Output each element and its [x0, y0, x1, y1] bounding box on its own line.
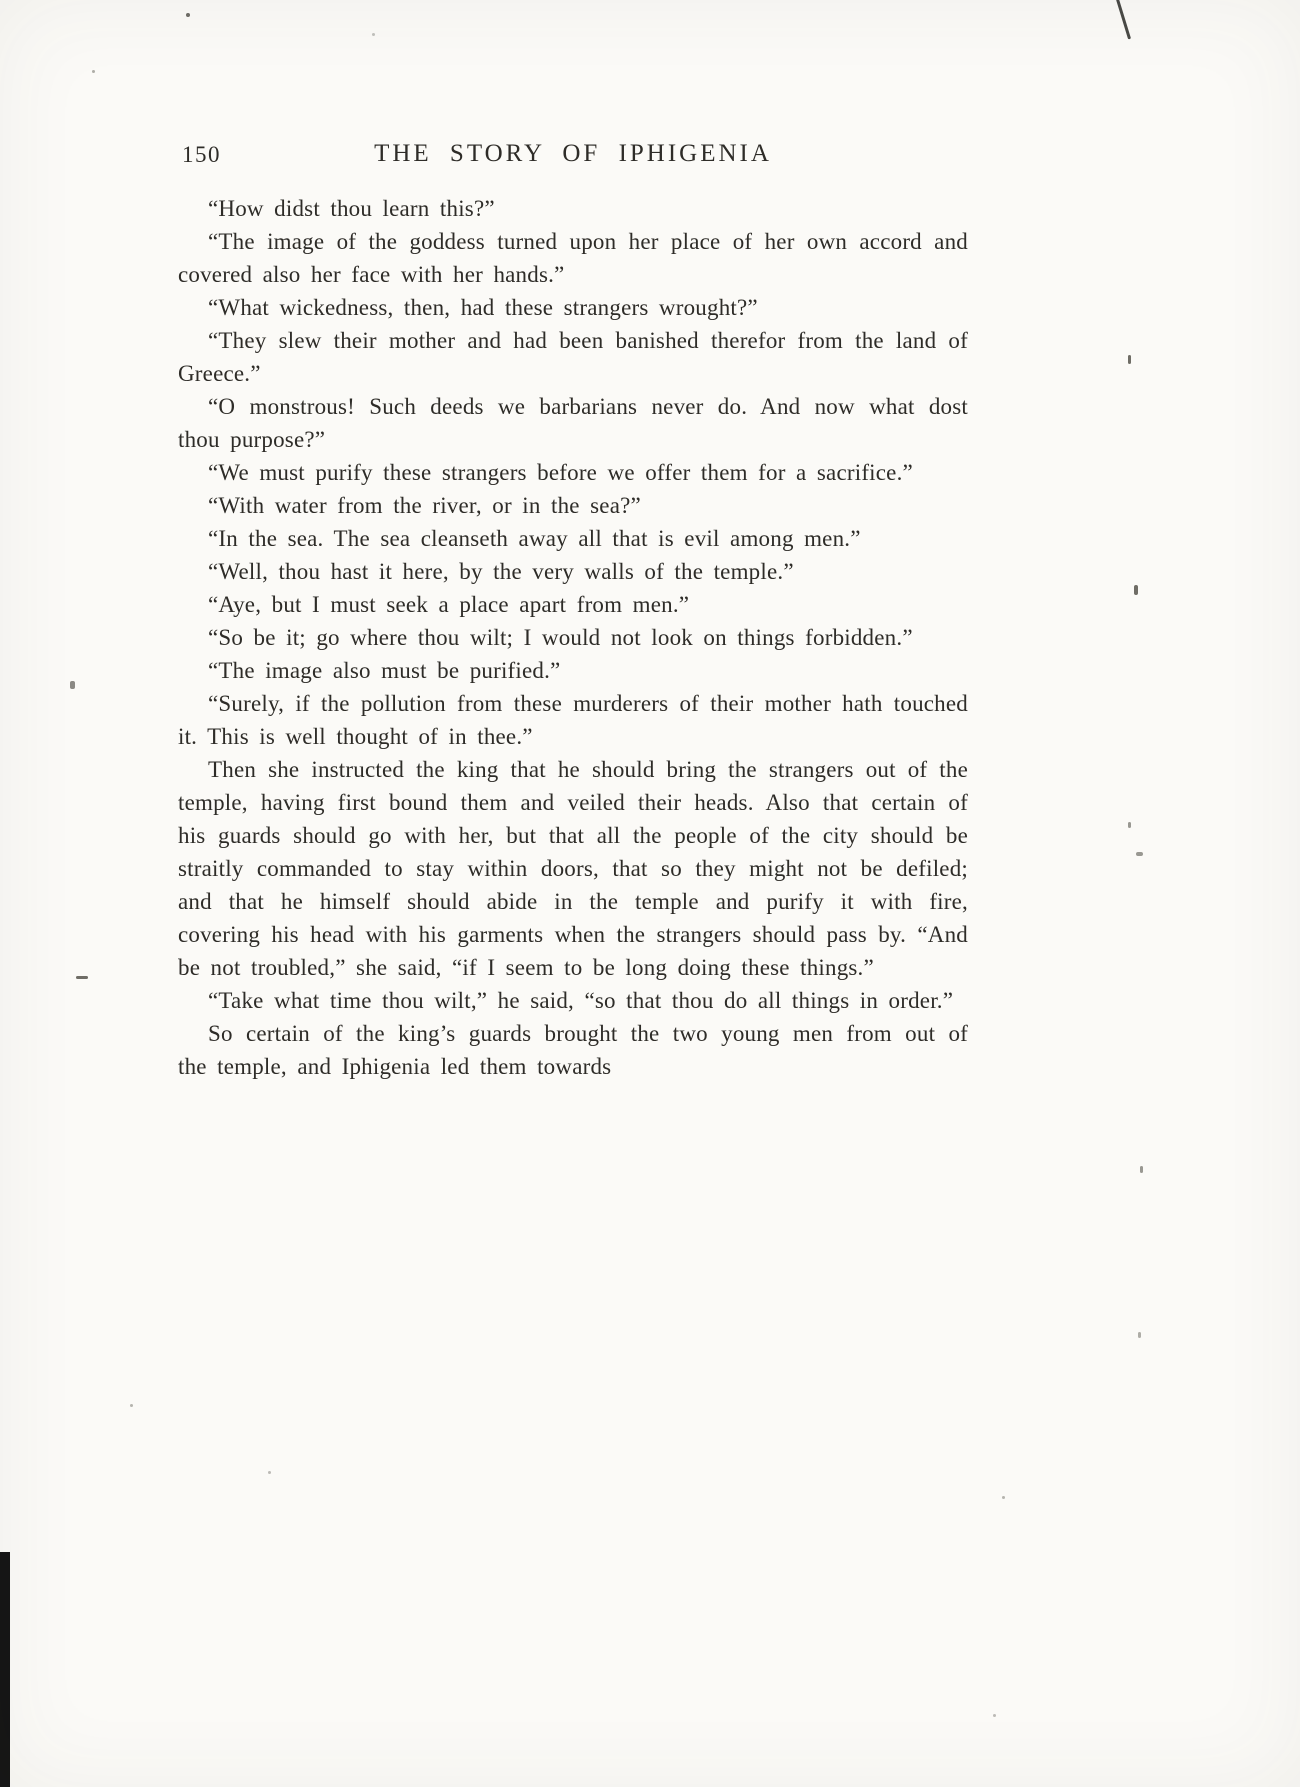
paragraph: “How didst thou learn this?”: [208, 196, 495, 221]
scan-speck: [186, 13, 190, 17]
scan-speck: [70, 681, 75, 689]
scan-speck: [1134, 585, 1138, 595]
scan-speck: [1128, 355, 1131, 364]
paragraph: “Surely, if the pollution from these murderers of their mother hath touched it. This is well thought of in thee.”: [178, 691, 968, 749]
paragraph: “Take what time thou wilt,” he said, “so that thou do all things in order.”: [208, 988, 954, 1013]
scan-speck: [1138, 1332, 1141, 1338]
paragraph: “They slew their mother and had been banished therefor from the land of Greece.”: [178, 328, 968, 386]
scan-speck: [1128, 822, 1131, 828]
paragraph: “So be it; go where thou wilt; I would not look on things forbidden.”: [208, 625, 913, 650]
body-text: [178, 192, 968, 1083]
page-header: [178, 140, 968, 168]
page-number: 150: [182, 142, 221, 167]
scan-speck: [1140, 1166, 1143, 1173]
paragraph: So certain of the king’s guards brought the two young men from out of the temple, and Iphigenia led them towards: [178, 1021, 968, 1079]
scan-speck: [1136, 852, 1143, 856]
scan-speck: [372, 33, 375, 36]
paragraph: “In the sea. The sea cleanseth away all that is evil among men.”: [208, 526, 861, 551]
text-column: [178, 140, 968, 1083]
paragraph: “Well, thou hast it here, by the very walls of the temple.”: [208, 559, 794, 584]
scan-speck: [268, 1471, 271, 1474]
paragraph: “What wickedness, then, had these strangers wrought?”: [208, 295, 758, 320]
scan-mark: [1116, 0, 1131, 40]
paragraph: “Aye, but I must seek a place apart from men.”: [208, 592, 690, 617]
scan-speck: [993, 1714, 996, 1717]
scan-speck: [76, 976, 88, 979]
scan-speck: [1002, 1496, 1005, 1499]
paragraph: “The image of the goddess turned upon her place of her own accord and covered also her face with her hands.”: [178, 229, 968, 287]
scan-speck: [130, 1404, 133, 1407]
scan-gutter-shadow: [0, 1552, 10, 1787]
paragraph: Then she instructed the king that he should bring the strangers out of the temple, having first bound them and veiled their heads. Also that certain of his guards should go with her, but that all the people of the city should be straitly commanded to stay within doors, that so they might not be defiled; and that he himself should abide in the temple and purify it with fire, covering his head with his garments when the strangers should pass by. “And be not troubled,” she said, “if I seem to be long doing these things.”: [178, 757, 968, 980]
paragraph: “We must purify these strangers before we offer them for a sacrifice.”: [208, 460, 913, 485]
paragraph: “With water from the river, or in the sea?”: [208, 493, 641, 518]
running-title: THE STORY OF IPHIGENIA: [374, 140, 772, 167]
paragraph: “O monstrous! Such deeds we barbarians never do. And now what dost thou purpose?”: [178, 394, 968, 452]
paragraph: “The image also must be purified.”: [208, 658, 561, 683]
scan-speck: [92, 70, 95, 73]
